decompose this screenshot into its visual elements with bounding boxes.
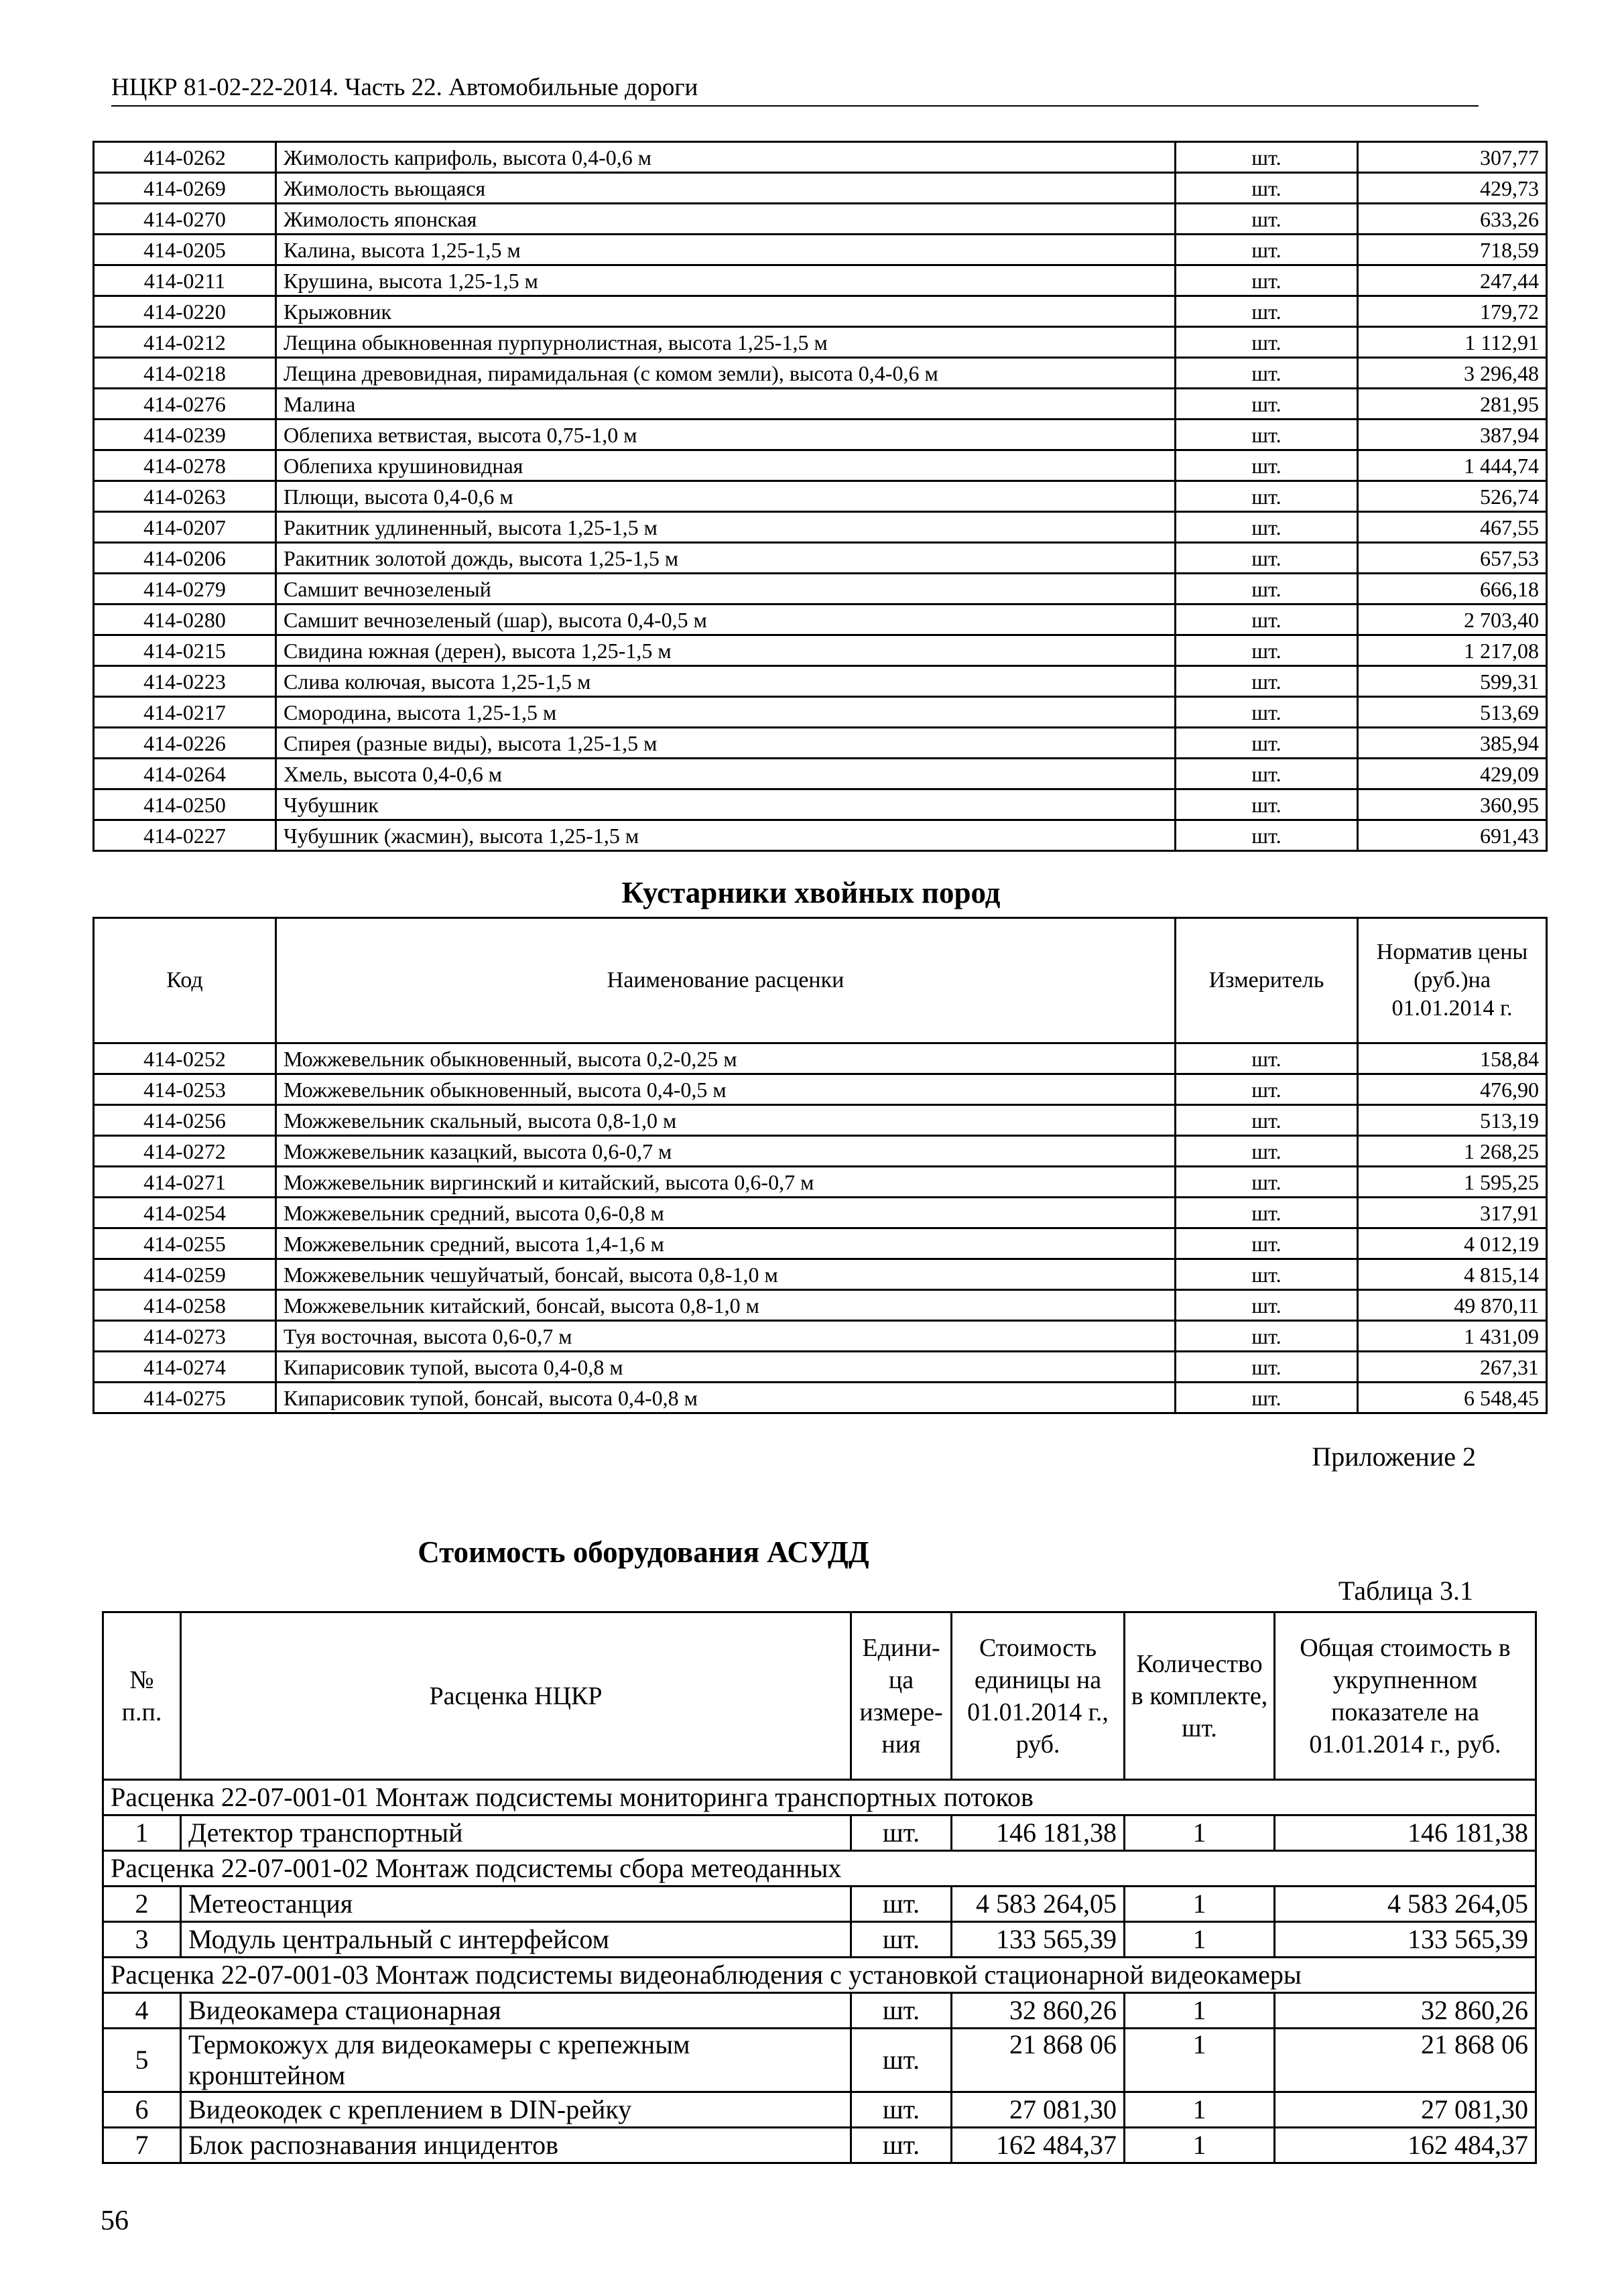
row-unit: шт. <box>1176 543 1358 574</box>
row-unit: шт. <box>1176 1383 1358 1413</box>
row-price: 307,77 <box>1358 142 1547 173</box>
table-row <box>94 759 1547 789</box>
row-name: Свидина южная (дерен), высота 1,25-1,5 м <box>276 635 1176 666</box>
table-row <box>94 697 1547 728</box>
row-price: 4 815,14 <box>1358 1259 1547 1290</box>
table-row <box>94 420 1547 450</box>
row-price: 513,69 <box>1358 697 1547 728</box>
item-name: Видеокамера стационарная <box>181 1993 851 2029</box>
row-code: 414-0250 <box>94 789 276 820</box>
row-unit: шт. <box>1176 759 1358 789</box>
row-code: 414-0275 <box>94 1383 276 1413</box>
header-name: Наименование расценки <box>276 918 1176 1043</box>
appendix-label: Приложение 2 <box>1312 1442 1476 1472</box>
row-unit: шт. <box>1176 512 1358 543</box>
item-unit-cost: 27 081,30 <box>952 2092 1125 2128</box>
row-name: Самшит вечнозеленый <box>276 574 1176 604</box>
row-name: Лещина обыкновенная пурпурнолистная, высота 1,25-1,5 м <box>276 327 1176 358</box>
table-row <box>94 1228 1547 1259</box>
table-row <box>94 204 1547 235</box>
table-row <box>94 1290 1547 1321</box>
row-name: Можжевельник казацкий, высота 0,6-0,7 м <box>276 1136 1176 1167</box>
item-unit: шт. <box>851 1887 952 1922</box>
row-price: 1 444,74 <box>1358 450 1547 481</box>
row-price: 281,95 <box>1358 389 1547 420</box>
row-name: Крыжовник <box>276 296 1176 327</box>
row-unit: шт. <box>1176 481 1358 512</box>
row-name: Лещина древовидная, пирамидальная (с комом земли), высота 0,4-0,6 м <box>276 358 1176 389</box>
table-row <box>94 1167 1547 1198</box>
row-price: 1 112,91 <box>1358 327 1547 358</box>
row-unit: шт. <box>1176 450 1358 481</box>
row-name: Спирея (разные виды), высота 1,25-1,5 м <box>276 728 1176 759</box>
item-number: 7 <box>103 2128 181 2163</box>
item-total: 27 081,30 <box>1275 2092 1536 2128</box>
item-quantity: 1 <box>1125 2092 1275 2128</box>
row-name: Калина, высота 1,25-1,5 м <box>276 235 1176 265</box>
row-price: 476,90 <box>1358 1074 1547 1105</box>
row-name: Можжевельник виргинский и китайский, высота 0,6-0,7 м <box>276 1167 1176 1198</box>
row-unit: шт. <box>1176 728 1358 759</box>
item-name: Термокожух для видеокамеры с крепежным кронштейном <box>181 2029 851 2092</box>
row-code: 414-0212 <box>94 327 276 358</box>
table-row <box>94 728 1547 759</box>
row-name: Хмель, высота 0,4-0,6 м <box>276 759 1176 789</box>
row-code: 414-0215 <box>94 635 276 666</box>
row-code: 414-0270 <box>94 204 276 235</box>
header-rate: Расценка НЦКР <box>181 1612 851 1780</box>
table-row <box>94 389 1547 420</box>
conifer-price-table <box>92 917 1548 1414</box>
header-code: Код <box>94 918 276 1043</box>
table-row <box>94 1352 1547 1383</box>
table-row <box>94 327 1547 358</box>
item-total: 133 565,39 <box>1275 1922 1536 1958</box>
table-row <box>94 1074 1547 1105</box>
table-row <box>94 789 1547 820</box>
row-price: 513,19 <box>1358 1105 1547 1136</box>
row-code: 414-0223 <box>94 666 276 697</box>
row-unit: шт. <box>1176 1074 1358 1105</box>
item-quantity: 1 <box>1125 1815 1275 1851</box>
row-code: 414-0211 <box>94 265 276 296</box>
row-code: 414-0279 <box>94 574 276 604</box>
table-row <box>94 235 1547 265</box>
table-row <box>103 2092 1536 2128</box>
table-row <box>103 1993 1536 2029</box>
table-row <box>103 1815 1536 1851</box>
row-unit: шт. <box>1176 697 1358 728</box>
row-price: 467,55 <box>1358 512 1547 543</box>
row-code: 414-0207 <box>94 512 276 543</box>
row-unit: шт. <box>1176 604 1358 635</box>
item-unit: шт. <box>851 1993 952 2029</box>
row-price: 2 703,40 <box>1358 604 1547 635</box>
table-row <box>94 512 1547 543</box>
row-code: 414-0272 <box>94 1136 276 1167</box>
row-code: 414-0220 <box>94 296 276 327</box>
row-unit: шт. <box>1176 173 1358 204</box>
row-unit: шт. <box>1176 420 1358 450</box>
row-code: 414-0256 <box>94 1105 276 1136</box>
item-number: 6 <box>103 2092 181 2128</box>
row-name: Можжевельник чешуйчатый, бонсай, высота 0,8-1,0 м <box>276 1259 1176 1290</box>
shrubs-price-table-body <box>94 142 1547 851</box>
shrubs-price-table <box>92 141 1548 852</box>
item-unit-cost: 32 860,26 <box>952 1993 1125 2029</box>
row-code: 414-0239 <box>94 420 276 450</box>
row-unit: шт. <box>1176 789 1358 820</box>
item-unit-cost: 133 565,39 <box>952 1922 1125 1958</box>
row-price: 385,94 <box>1358 728 1547 759</box>
table-row <box>103 1922 1536 1958</box>
table-row <box>94 1105 1547 1136</box>
row-unit: шт. <box>1176 1167 1358 1198</box>
item-number: 4 <box>103 1993 181 2029</box>
item-unit-cost: 162 484,37 <box>952 2128 1125 2163</box>
row-price: 387,94 <box>1358 420 1547 450</box>
row-price: 691,43 <box>1358 820 1547 851</box>
row-code: 414-0218 <box>94 358 276 389</box>
row-code: 414-0217 <box>94 697 276 728</box>
table-row <box>94 635 1547 666</box>
item-unit: шт. <box>851 2029 952 2092</box>
row-unit: шт. <box>1176 1043 1358 1074</box>
table-row <box>94 358 1547 389</box>
row-price: 657,53 <box>1358 543 1547 574</box>
table-row <box>94 1136 1547 1167</box>
group-row <box>103 1851 1536 1887</box>
row-unit: шт. <box>1176 820 1358 851</box>
row-unit: шт. <box>1176 1198 1358 1228</box>
row-name: Чубушник (жасмин), высота 1,25-1,5 м <box>276 820 1176 851</box>
running-header: НЦКР 81-02-22-2014. Часть 22. Автомобильные дороги <box>111 74 1479 107</box>
row-name: Можжевельник китайский, бонсай, высота 0,8-1,0 м <box>276 1290 1176 1321</box>
row-code: 414-0259 <box>94 1259 276 1290</box>
table-row <box>94 450 1547 481</box>
row-name: Можжевельник средний, высота 1,4-1,6 м <box>276 1228 1176 1259</box>
table-row <box>94 265 1547 296</box>
row-name: Крушина, высота 1,25-1,5 м <box>276 265 1176 296</box>
table-row <box>94 666 1547 697</box>
table-row <box>94 820 1547 851</box>
table-row <box>103 2029 1536 2092</box>
table-row <box>94 1321 1547 1352</box>
row-unit: шт. <box>1176 1105 1358 1136</box>
item-quantity: 1 <box>1125 1922 1275 1958</box>
equipment-cost-table-body <box>103 1780 1536 2163</box>
row-unit: шт. <box>1176 358 1358 389</box>
row-name: Облепиха крушиновидная <box>276 450 1176 481</box>
table-row <box>94 142 1547 173</box>
row-code: 414-0278 <box>94 450 276 481</box>
row-unit: шт. <box>1176 235 1358 265</box>
row-unit: шт. <box>1176 204 1358 235</box>
table-row <box>94 604 1547 635</box>
row-code: 414-0205 <box>94 235 276 265</box>
item-quantity: 1 <box>1125 1887 1275 1922</box>
row-unit: шт. <box>1176 389 1358 420</box>
item-unit-cost: 4 583 264,05 <box>952 1887 1125 1922</box>
row-price: 429,73 <box>1358 173 1547 204</box>
row-name: Плющи, высота 0,4-0,6 м <box>276 481 1176 512</box>
table-row <box>94 1383 1547 1413</box>
row-price: 599,31 <box>1358 666 1547 697</box>
item-number: 5 <box>103 2029 181 2092</box>
row-name: Слива колючая, высота 1,25-1,5 м <box>276 666 1176 697</box>
row-unit: шт. <box>1176 1259 1358 1290</box>
header-unit: Едини-ца измере-ния <box>851 1612 952 1780</box>
row-price: 267,31 <box>1358 1352 1547 1383</box>
header-price: Норматив цены (руб.)на 01.01.2014 г. <box>1358 918 1547 1043</box>
table-row <box>94 1198 1547 1228</box>
row-price: 4 012,19 <box>1358 1228 1547 1259</box>
row-code: 414-0227 <box>94 820 276 851</box>
item-name: Метеостанция <box>181 1887 851 1922</box>
row-name: Кипарисовик тупой, высота 0,4-0,8 м <box>276 1352 1176 1383</box>
item-name: Модуль центральный с интерфейсом <box>181 1922 851 1958</box>
item-number: 1 <box>103 1815 181 1851</box>
row-unit: шт. <box>1176 1321 1358 1352</box>
row-unit: шт. <box>1176 1352 1358 1383</box>
row-price: 49 870,11 <box>1358 1290 1547 1321</box>
item-unit-cost: 146 181,38 <box>952 1815 1125 1851</box>
page-number: 56 <box>101 2206 129 2236</box>
row-price: 1 217,08 <box>1358 635 1547 666</box>
item-unit: шт. <box>851 2092 952 2128</box>
conifer-price-table-body <box>94 1043 1547 1413</box>
group-title: Расценка 22-07-001-02 Монтаж подсистемы сбора метеоданных <box>103 1851 1536 1887</box>
row-code: 414-0262 <box>94 142 276 173</box>
row-unit: шт. <box>1176 265 1358 296</box>
header-total: Общая стоимость в укрупненном показателе на 01.01.2014 г., руб. <box>1275 1612 1536 1780</box>
header-unit-cost: Стоимость единицы на 01.01.2014 г., руб. <box>952 1612 1125 1780</box>
row-price: 666,18 <box>1358 574 1547 604</box>
row-code: 414-0206 <box>94 543 276 574</box>
header-num: № п.п. <box>103 1612 181 1780</box>
row-price: 1 431,09 <box>1358 1321 1547 1352</box>
item-unit: шт. <box>851 1922 952 1958</box>
item-unit: шт. <box>851 1815 952 1851</box>
row-price: 526,74 <box>1358 481 1547 512</box>
row-name: Облепиха ветвистая, высота 0,75-1,0 м <box>276 420 1176 450</box>
row-code: 414-0258 <box>94 1290 276 1321</box>
row-unit: шт. <box>1176 666 1358 697</box>
row-name: Ракитник удлиненный, высота 1,25-1,5 м <box>276 512 1176 543</box>
table-row <box>94 296 1547 327</box>
row-name: Туя восточная, высота 0,6-0,7 м <box>276 1321 1176 1352</box>
item-unit: шт. <box>851 2128 952 2163</box>
row-name: Кипарисовик тупой, бонсай, высота 0,4-0,8 м <box>276 1383 1176 1413</box>
row-price: 360,95 <box>1358 789 1547 820</box>
row-price: 718,59 <box>1358 235 1547 265</box>
row-unit: шт. <box>1176 327 1358 358</box>
row-code: 414-0226 <box>94 728 276 759</box>
row-unit: шт. <box>1176 574 1358 604</box>
table-row <box>94 543 1547 574</box>
item-name: Видеокодек с креплением в DIN-рейку <box>181 2092 851 2128</box>
group-title: Расценка 22-07-001-03 Монтаж подсистемы видеонаблюдения с установкой стационарной видеокамеры <box>103 1958 1536 1993</box>
row-code: 414-0271 <box>94 1167 276 1198</box>
row-name: Самшит вечнозеленый (шар), высота 0,4-0,5 м <box>276 604 1176 635</box>
item-total: 32 860,26 <box>1275 1993 1536 2029</box>
row-name: Смородина, высота 1,25-1,5 м <box>276 697 1176 728</box>
row-unit: шт. <box>1176 296 1358 327</box>
group-row <box>103 1958 1536 1993</box>
row-name: Жимолость японская <box>276 204 1176 235</box>
header-quantity: Количество в комплекте, шт. <box>1125 1612 1275 1780</box>
section-title-conifer-shrubs: Кустарники хвойных пород <box>621 876 1001 909</box>
row-price: 179,72 <box>1358 296 1547 327</box>
item-quantity: 1 <box>1125 2128 1275 2163</box>
row-code: 414-0269 <box>94 173 276 204</box>
row-code: 414-0280 <box>94 604 276 635</box>
table-row <box>94 574 1547 604</box>
item-total: 21 868 06 <box>1275 2029 1536 2092</box>
item-unit-cost: 21 868 06 <box>952 2029 1125 2092</box>
row-name: Можжевельник средний, высота 0,6-0,8 м <box>276 1198 1176 1228</box>
row-code: 414-0276 <box>94 389 276 420</box>
row-unit: шт. <box>1176 142 1358 173</box>
row-code: 414-0254 <box>94 1198 276 1228</box>
table-header-row <box>94 918 1547 1043</box>
row-price: 1 595,25 <box>1358 1167 1547 1198</box>
item-name: Детектор транспортный <box>181 1815 851 1851</box>
table-row <box>103 1887 1536 1922</box>
equipment-cost-table <box>102 1611 1537 2164</box>
row-name: Можжевельник обыкновенный, высота 0,2-0,25 м <box>276 1043 1176 1074</box>
section-title-equipment-cost: Стоимость оборудования АСУДД <box>418 1535 869 1569</box>
row-unit: шт. <box>1176 1228 1358 1259</box>
row-name: Можжевельник обыкновенный, высота 0,4-0,5 м <box>276 1074 1176 1105</box>
row-unit: шт. <box>1176 1290 1358 1321</box>
table-header-row <box>103 1612 1536 1780</box>
row-price: 429,09 <box>1358 759 1547 789</box>
item-total: 162 484,37 <box>1275 2128 1536 2163</box>
row-code: 414-0273 <box>94 1321 276 1352</box>
item-number: 3 <box>103 1922 181 1958</box>
row-name: Жимолость каприфоль, высота 0,4-0,6 м <box>276 142 1176 173</box>
table-row <box>94 1043 1547 1074</box>
header-unit: Измеритель <box>1176 918 1358 1043</box>
item-total: 4 583 264,05 <box>1275 1887 1536 1922</box>
item-number: 2 <box>103 1887 181 1922</box>
item-quantity: 1 <box>1125 1993 1275 2029</box>
row-unit: шт. <box>1176 635 1358 666</box>
row-code: 414-0274 <box>94 1352 276 1383</box>
row-code: 414-0264 <box>94 759 276 789</box>
table-number-label: Таблица 3.1 <box>1338 1576 1473 1606</box>
row-name: Ракитник золотой дождь, высота 1,25-1,5 м <box>276 543 1176 574</box>
row-name: Можжевельник скальный, высота 0,8-1,0 м <box>276 1105 1176 1136</box>
table-row <box>94 1259 1547 1290</box>
row-price: 247,44 <box>1358 265 1547 296</box>
row-price: 317,91 <box>1358 1198 1547 1228</box>
row-code: 414-0252 <box>94 1043 276 1074</box>
row-code: 414-0263 <box>94 481 276 512</box>
item-total: 146 181,38 <box>1275 1815 1536 1851</box>
table-row <box>94 481 1547 512</box>
table-row <box>103 2128 1536 2163</box>
row-unit: шт. <box>1176 1136 1358 1167</box>
item-quantity: 1 <box>1125 2029 1275 2092</box>
row-price: 6 548,45 <box>1358 1383 1547 1413</box>
group-title: Расценка 22-07-001-01 Монтаж подсистемы мониторинга транспортных потоков <box>103 1780 1536 1815</box>
row-code: 414-0255 <box>94 1228 276 1259</box>
group-row <box>103 1780 1536 1815</box>
row-price: 158,84 <box>1358 1043 1547 1074</box>
row-price: 633,26 <box>1358 204 1547 235</box>
row-name: Малина <box>276 389 1176 420</box>
table-row <box>94 173 1547 204</box>
item-name: Блок распознавания инцидентов <box>181 2128 851 2163</box>
row-code: 414-0253 <box>94 1074 276 1105</box>
row-name: Чубушник <box>276 789 1176 820</box>
row-name: Жимолость вьющаяся <box>276 173 1176 204</box>
row-price: 1 268,25 <box>1358 1136 1547 1167</box>
row-price: 3 296,48 <box>1358 358 1547 389</box>
